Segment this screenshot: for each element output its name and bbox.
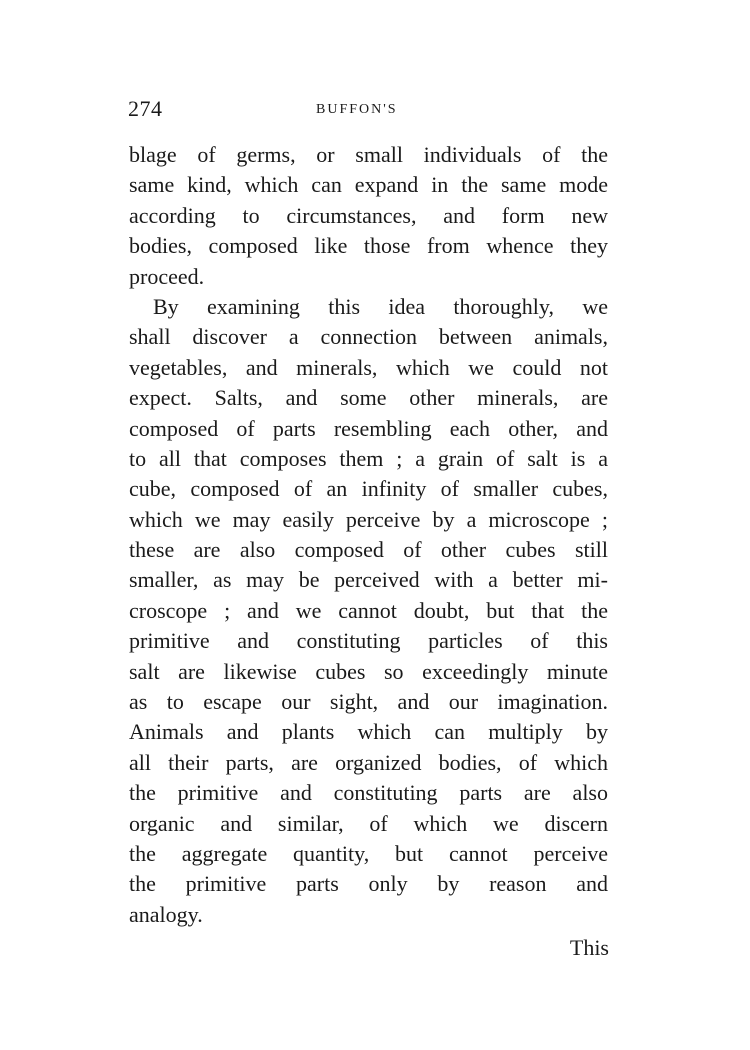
text-line: as to escape our sight, and our imagination.: [129, 689, 608, 715]
text-line: By examining this idea thoroughly, we: [153, 293, 608, 319]
text-line: according to circumstances, and form new: [129, 202, 608, 228]
text-line: Animals and plants which can multiply by: [129, 719, 608, 745]
text-line: shall discover a connection between animals,: [129, 324, 608, 350]
text-line: vegetables, and minerals, which we could not: [129, 354, 608, 380]
text-line: all their parts, are organized bodies, of which: [129, 749, 608, 775]
text-line: which we may easily perceive by a microscope ;: [129, 506, 608, 532]
text-line: proceed.: [129, 263, 205, 289]
text-line: organic and similar, of which we discern: [129, 810, 608, 836]
text-line: to all that composes them ; a grain of salt is a: [129, 445, 608, 471]
text-line: analogy.: [129, 901, 203, 927]
text-line: salt are likewise cubes so exceedingly minute: [129, 658, 608, 684]
text-line: croscope ; and we cannot doubt, but that the: [129, 597, 608, 623]
body-text: [129, 140, 608, 930]
text-line: composed of parts resembling each other, and: [129, 415, 608, 441]
page-number: 274: [128, 96, 163, 121]
text-line: cube, composed of an infinity of smaller cubes,: [129, 476, 608, 502]
catchword: This: [569, 935, 609, 960]
running-head: [128, 96, 608, 126]
text-line: the primitive parts only by reason and: [129, 871, 608, 897]
text-line: primitive and constituting particles of this: [129, 628, 608, 654]
text-line: smaller, as may be perceived with a better mi-: [129, 567, 608, 593]
text-line: these are also composed of other cubes still: [129, 537, 608, 563]
text-line: blage of germs, or small individuals of the: [129, 142, 608, 167]
text-line: the aggregate quantity, but cannot perceive: [129, 840, 608, 866]
text-line: expect. Salts, and some other minerals, are: [129, 385, 608, 411]
text-line: the primitive and constituting parts are also: [129, 780, 608, 806]
text-line: bodies, composed like those from whence they: [129, 233, 608, 259]
running-title: BUFFON'S: [316, 102, 398, 117]
text-line: same kind, which can expand in the same mode: [129, 172, 608, 198]
